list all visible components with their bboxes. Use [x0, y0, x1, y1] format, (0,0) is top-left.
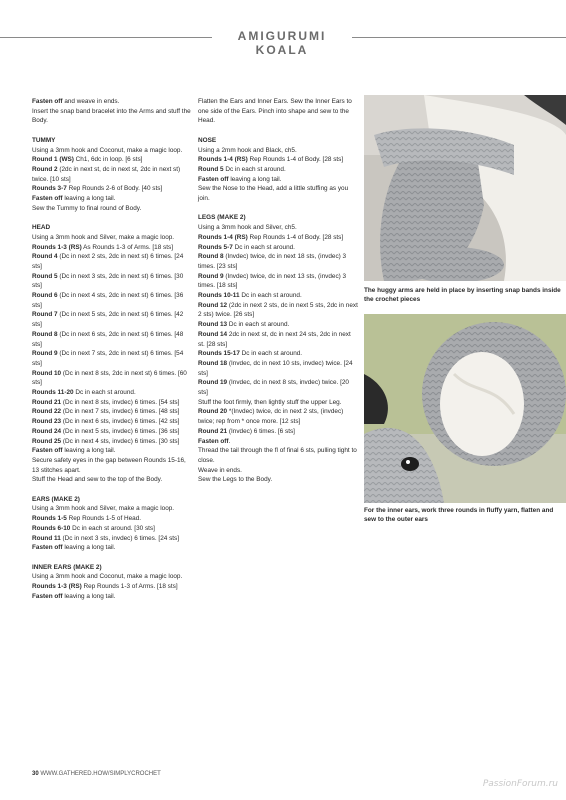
- round-label: Rounds 1-4 (RS): [198, 156, 248, 164]
- section-heading: NOSE: [198, 136, 217, 144]
- pattern-line: [198, 155, 358, 165]
- pattern-line: [198, 427, 358, 437]
- pattern-line: [198, 475, 358, 485]
- watermark: PassionForum.ru: [482, 779, 558, 789]
- instruction-text: (Dc in next 3 sts, 2dc in next st) 6 times. [30 sts]: [32, 272, 184, 290]
- pattern-line: [198, 446, 358, 465]
- pattern-line: [198, 223, 358, 233]
- instruction-text: Sew the Tummy to final round of Body.: [32, 204, 142, 212]
- magazine-section-title: AMIGURUMI KOALA: [237, 29, 327, 57]
- pattern-line: [32, 184, 192, 194]
- instruction-text: (Dc in next 8 sts, invdec) 6 times. [54 sts]: [61, 398, 180, 406]
- instruction-text: (Dc in next 8 sts, 2dc in next st) 6 times. [60 sts]: [32, 369, 187, 387]
- instruction-text: leaving a long tail.: [62, 544, 116, 552]
- round-label: Fasten off: [32, 592, 63, 600]
- pattern-line: [32, 349, 192, 368]
- round-label: Round 8: [32, 330, 58, 338]
- instruction-text: Rep Rounds 2-6 of Body. [40 sts]: [66, 185, 163, 193]
- instruction-text: *(Invdec) twice, dc in next 2 sts, (invdec) twice; rep from * once more. [12 sts]: [198, 408, 344, 426]
- round-label: Fasten off: [32, 98, 63, 105]
- round-label: Round 7: [32, 311, 58, 319]
- instruction-text: leaving a long tail.: [62, 195, 116, 203]
- pattern-line: [32, 407, 192, 417]
- round-label: Round 5: [198, 165, 224, 173]
- pattern-line: [198, 252, 358, 271]
- instruction-text: Dc in each st around.: [227, 321, 290, 329]
- instruction-text: Rep Rounds 1-5 of Head.: [66, 515, 142, 523]
- instruction-text: Dc in each st around.: [239, 292, 302, 300]
- round-label: Round 4: [32, 253, 58, 261]
- pattern-line: [198, 437, 358, 447]
- instruction-text: Thread the tail through the fl of final 6 sts, pulling tight to close.: [198, 447, 357, 464]
- instruction-text: Dc in each st around.: [73, 389, 136, 397]
- photo-caption-arms: The huggy arms are held in place by inserting snap bands inside the crochet pieces: [364, 287, 561, 304]
- instruction-text: (Dc in next 2 sts, 2dc in next st) 6 times. [24 sts]: [32, 253, 184, 270]
- instruction-text: Dc in each st around.: [239, 350, 303, 358]
- photo-caption-ears: For the inner ears, work three rounds in fluffy yarn, flatten and sew to the outer ears: [364, 507, 554, 524]
- pattern-line: [198, 320, 358, 330]
- page-footer: [32, 771, 161, 777]
- pattern-line: [198, 407, 358, 426]
- pattern-line: [32, 243, 192, 253]
- instruction-text: .: [228, 437, 231, 445]
- pattern-line: [198, 243, 358, 253]
- pattern-line: [32, 475, 192, 485]
- round-label: Round 8: [198, 253, 224, 261]
- pattern-line: [198, 272, 358, 291]
- section-heading: LEGS (MAKE 2): [198, 214, 246, 222]
- round-label: Round 13: [198, 321, 228, 329]
- instruction-text: Flatten the Ears and Inner Ears. Sew the Inner Ears to one side of the Ears. Pinch into shape and sew to the Head.: [198, 98, 352, 125]
- round-label: Fasten off: [198, 175, 229, 183]
- section-gap: [32, 485, 192, 495]
- pattern-line: [198, 291, 358, 301]
- round-label: Round 25: [32, 437, 62, 445]
- instruction-text: (Invdec) twice, dc in next 13 sts, (invdec) 3 times. [18 sts]: [198, 272, 347, 290]
- instruction-text: and weave in ends.: [62, 98, 120, 105]
- section-gap: [32, 126, 192, 136]
- inner-ear-photo: [364, 314, 566, 503]
- round-label: Round 24: [32, 427, 62, 435]
- round-label: Rounds 1-5: [32, 515, 67, 523]
- section-gap: [32, 213, 192, 223]
- pattern-line: [198, 146, 358, 156]
- round-label: Rounds 3-7: [32, 185, 67, 193]
- section-heading: EARS (MAKE 2): [32, 495, 80, 503]
- pattern-line: [32, 369, 192, 388]
- pattern-line: [32, 155, 192, 165]
- round-label: Rounds 15-17: [198, 350, 240, 358]
- instruction-text: (Dc in next 7 sts, 2dc in next st) 6 times. [54 sts]: [32, 350, 184, 367]
- round-label: Round 9: [198, 272, 224, 280]
- arm-snap-band-photo: [364, 95, 566, 281]
- instruction-text: leaving a long tail.: [62, 592, 116, 600]
- section-heading: TUMMY: [32, 136, 56, 144]
- pattern-line: [198, 359, 358, 378]
- instruction-text: Dc in each st around.: [232, 243, 295, 251]
- round-label: Rounds 11-20: [32, 389, 74, 397]
- pattern-line: [32, 446, 192, 456]
- pattern-line: [198, 466, 358, 476]
- instruction-text: 2dc in next st, dc in next 24 sts, 2dc in next st. [28 sts]: [198, 330, 351, 348]
- header-rule-left: [0, 37, 212, 38]
- instruction-text: (Dc in next 5 sts, 2dc in next st) 6 times. [42 sts]: [32, 311, 184, 329]
- round-label: Round 21: [198, 427, 228, 435]
- instruction-text: Using a 3mm hook and Silver, make a magic loop.: [32, 505, 175, 513]
- round-label: Fasten off: [32, 195, 63, 203]
- header-rule-right: [352, 37, 566, 38]
- pattern-line: [32, 524, 192, 534]
- round-label: Rounds 6-10: [32, 524, 71, 532]
- pattern-line: [32, 456, 192, 475]
- round-label: Round 11: [32, 534, 61, 542]
- instruction-text: Using a 3mm hook and Silver, make a magic loop.: [32, 233, 175, 241]
- pattern-line: [32, 388, 192, 398]
- instruction-text: Rep Rounds 1-4 of Body. [28 sts]: [247, 156, 344, 164]
- instruction-text: Rep Rounds 1-4 of Body. [28 sts]: [247, 233, 344, 241]
- round-label: Rounds 1-3 (RS): [32, 583, 82, 591]
- pattern-line: [32, 165, 192, 184]
- instruction-text: (Dc in next 6 sts, 2dc in next st) 6 times. [48 sts]: [32, 330, 184, 348]
- pattern-line: [198, 398, 358, 408]
- pattern-line: [32, 437, 192, 447]
- instruction-text: (Invdec, dc in next 10 sts, invdec) twice. [24 sts]: [198, 359, 353, 377]
- instruction-text: (Dc in next 4 sts, invdec) 6 times. [30 sts]: [61, 437, 180, 445]
- instruction-text: (Invdec, dc in next 8 sts, invdec) twice. [20 sts]: [198, 379, 349, 397]
- pattern-line: [198, 378, 358, 397]
- round-label: Round 1 (WS): [32, 156, 74, 164]
- round-label: Round 19: [198, 379, 228, 387]
- section-gap: [198, 126, 358, 136]
- round-label: Round 18: [198, 359, 228, 367]
- pattern-line: [32, 582, 192, 592]
- instruction-text: Sew the Legs to the Body.: [198, 476, 273, 484]
- pattern-line: [32, 146, 192, 156]
- instruction-text: As Rounds 1-3 of Arms. [18 sts]: [81, 243, 174, 251]
- instruction-text: Rep Rounds 1-3 of Arms. [18 sts]: [81, 583, 178, 591]
- pattern-line: [32, 514, 192, 524]
- instruction-text: (Dc in next 3 sts, invdec) 6 times. [24 sts]: [60, 534, 180, 542]
- pattern-column-middle: [198, 97, 358, 485]
- footer-url: WWW.GATHERED.HOW/SIMPLYCROCHET: [40, 771, 161, 777]
- instruction-text: Secure safety eyes in the gap between Rounds 15-16, 13 stitches apart.: [32, 456, 186, 474]
- pattern-line: [32, 204, 192, 214]
- instruction-text: leaving a long tail.: [62, 447, 116, 455]
- instruction-text: Using a 3mm hook and Coconut, make a magic loop.: [32, 146, 183, 154]
- pattern-line: [198, 301, 358, 320]
- instruction-text: Dc in each st around.: [223, 165, 286, 173]
- pattern-line: [32, 194, 192, 204]
- pattern-line: [32, 291, 192, 310]
- page-number: 30: [32, 771, 39, 777]
- instruction-text: Ch1, 6dc in loop. [6 sts]: [73, 156, 143, 164]
- pattern-line: [198, 97, 358, 126]
- instruction-text: Stuff the Head and sew to the top of the Body.: [32, 476, 163, 484]
- round-label: Fasten off: [198, 437, 229, 445]
- pattern-line: [32, 272, 192, 291]
- round-label: Round 23: [32, 418, 62, 426]
- instruction-text: (2dc in next st, dc in next st, 2dc in next st) twice. [10 sts]: [32, 165, 181, 183]
- round-label: Fasten off: [32, 447, 63, 455]
- instruction-text: (2dc in next 2 sts, dc in next 5 sts, 2dc in next 2 sts) twice. [26 sts]: [198, 301, 358, 319]
- pattern-line: [32, 330, 192, 349]
- round-label: Round 12: [198, 301, 228, 309]
- pattern-line: [32, 310, 192, 329]
- round-label: Rounds 5-7: [198, 243, 233, 251]
- round-label: Round 9: [32, 350, 58, 358]
- pattern-line: [198, 349, 358, 359]
- pattern-line: [32, 543, 192, 553]
- instruction-text: Using a 2mm hook and Black, ch5.: [198, 146, 297, 154]
- instruction-text: Stuff the foot firmly, then lightly stuff the upper Leg.: [198, 398, 342, 406]
- pattern-line: [32, 417, 192, 427]
- instruction-text: Using a 3mm hook and Coconut, make a magic loop.: [32, 573, 183, 581]
- pattern-column-left: [32, 97, 192, 602]
- round-label: Rounds 1-4 (RS): [198, 233, 248, 241]
- pattern-line: [198, 233, 358, 243]
- pattern-line: [32, 534, 192, 544]
- instruction-text: leaving a long tail.: [228, 175, 282, 183]
- pattern-line: [32, 572, 192, 582]
- round-label: Round 21: [32, 398, 62, 406]
- round-label: Rounds 10-11: [198, 292, 240, 300]
- pattern-line: [198, 175, 358, 185]
- round-label: Fasten off: [32, 544, 63, 552]
- section-gap: [32, 553, 192, 563]
- instruction-text: (Dc in next 4 sts, 2dc in next st) 6 times. [36 sts]: [32, 292, 184, 309]
- instruction-text: (Dc in next 6 sts, invdec) 6 times. [42 sts]: [61, 418, 180, 426]
- pattern-line: [198, 184, 358, 203]
- pattern-line: [32, 592, 192, 602]
- pattern-line: [198, 330, 358, 349]
- pattern-line: [32, 107, 192, 126]
- round-label: Round 20: [198, 408, 228, 416]
- section-heading: HEAD: [32, 224, 51, 232]
- section-heading: INNER EARS (MAKE 2): [32, 563, 102, 571]
- pattern-line: [198, 165, 358, 175]
- instruction-text: (Invdec) twice, dc in next 18 sts, (invdec) 3 times. [23 sts]: [198, 253, 347, 270]
- instruction-text: Dc in each st around. [30 sts]: [70, 524, 155, 532]
- round-label: Round 10: [32, 369, 62, 377]
- pattern-line: [32, 427, 192, 437]
- pattern-line: [32, 398, 192, 408]
- instruction-text: Insert the snap band bracelet into the Arms and stuff the Body.: [32, 107, 191, 125]
- instruction-text: (Invdec) 6 times. [6 sts]: [227, 427, 295, 435]
- pattern-line: [32, 504, 192, 514]
- section-gap: [198, 204, 358, 214]
- round-label: Rounds 1-3 (RS): [32, 243, 82, 251]
- pattern-line: [32, 233, 192, 243]
- round-label: Round 2: [32, 165, 58, 173]
- round-label: Round 22: [32, 408, 62, 416]
- round-label: Round 5: [32, 272, 58, 280]
- pattern-line: [32, 252, 192, 271]
- instruction-text: Sew the Nose to the Head, add a little stuffing as you join.: [198, 185, 349, 203]
- instruction-text: (Dc in next 7 sts, invdec) 6 times. [48 sts]: [61, 408, 180, 416]
- instruction-text: Using a 3mm hook and Silver, ch5.: [198, 224, 297, 232]
- instruction-text: Weave in ends.: [198, 466, 242, 474]
- pattern-line: [32, 97, 192, 107]
- round-label: Round 14: [198, 330, 228, 338]
- instruction-text: (Dc in next 5 sts, invdec) 6 times. [36 sts]: [61, 427, 180, 435]
- round-label: Round 6: [32, 292, 58, 300]
